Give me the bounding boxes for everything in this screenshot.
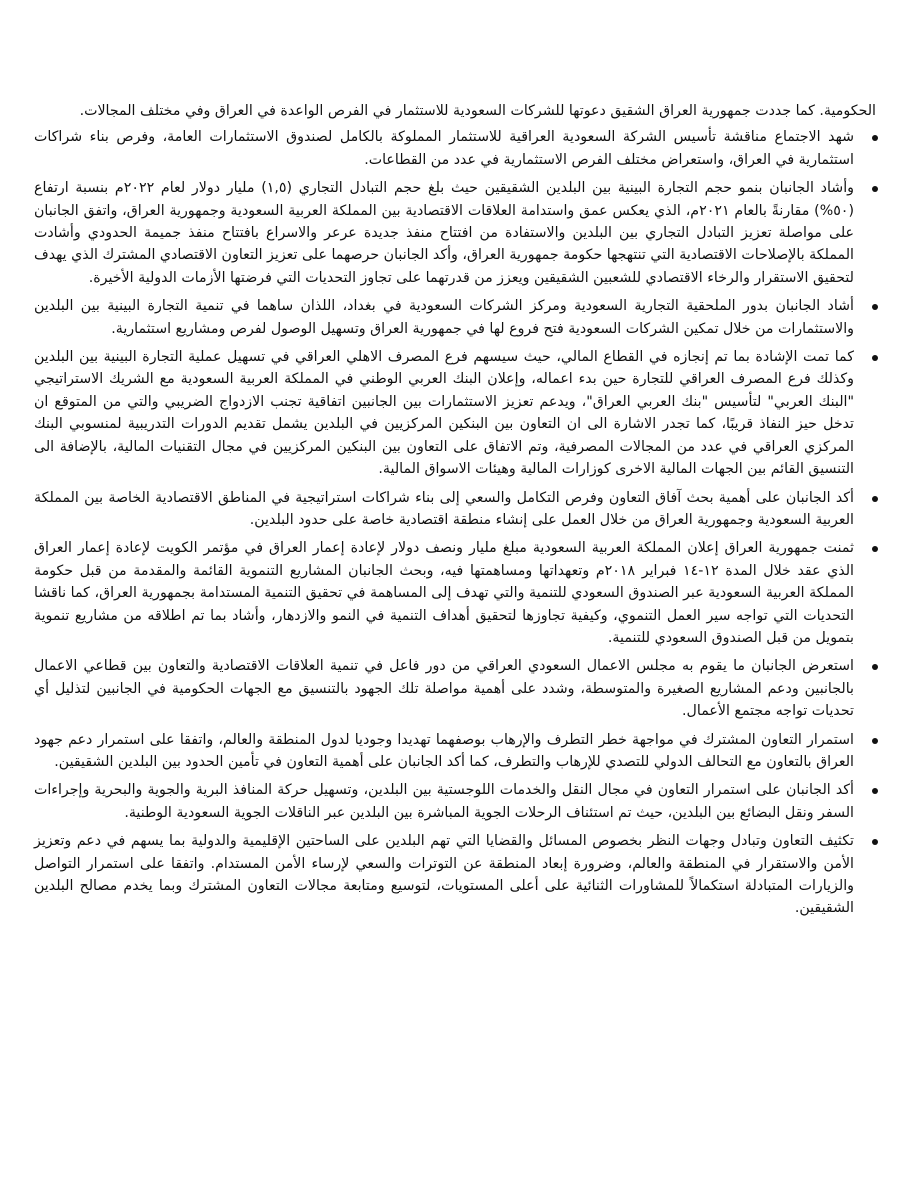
list-item [34,487,884,532]
bullet-icon [872,496,878,502]
bullet-text: أكد الجانبان على أهمية بحث آفاق التعاون وفرص التكامل والسعي إلى بناء شراكات استراتيجية في المناطق الاقتصادية الخاصة بين المملكة العربية السعودية وجمهورية العراق من خلال العمل على إنشاء منطقة اقتصادية خاصة على حدود البلدين. [34,489,854,528]
bullet-text: أشاد الجانبان بدور الملحقية التجارية السعودية ومركز الشركات السعودية في بغداد، اللذان ساهما في تنمية التجارة البينية بين البلدين والاستثمارات من خلال تمكين الشركات السعودية فتح فروع لها في جمهورية العراق وتسهيل الوصول لفرص ومشاريع استثمارية. [34,298,854,337]
bullet-text: استمرار التعاون المشترك في مواجهة خطر التطرف والإرهاب بوصفهما تهديدا وجوديا لدول المنطقة والعالم، واتفقا على استمرار دعم جهود العراق بالتعاون مع التحالف الدولي للتصدي للإرهاب والتطرف، كما أكد الجانبان على أهمية التعاون في تأمين الحدود بين البلدين الشقيقين. [34,731,854,770]
bullet-icon [872,788,878,794]
list-item [34,346,884,480]
bullet-text: وأشاد الجانبان بنمو حجم التجارة البينية بين البلدين الشقيقين حيث بلغ حجم التبادل التجاري (١,٥) مليار دولار لعام ٢٠٢٢م بنسبة ارتفاع (٥٠%) مقارنةً بالعام ٢٠٢١م، الذي يعكس عمق واستدامة العلاقات الاقتصادية بين المملكة العربية السعودية وجمهورية العراق، واتفق الجانبان على مواصلة تعزيز التبادل التجاري بين البلدين والاستفادة من افتتاح منفذ جديدة عرعر والاسراع بافتتاح منفذ جميمة الحدودي وأشادت المملكة بالإصلاحات الاقتصادية التي تنتهجها حكومة جمهورية العراق، وأكد الجانبان حرصهما على تعزيز التعاون الاقتصادي المشترك الذي يهدف لتحقيق الاستقرار والرخاء الاقتصادي للشعبين الشقيقين ويعزز من قدرتهما على تجاوز التحديات التي فرضتها الأزمات الدولية الأخيرة. [33,180,854,286]
bullet-icon [872,664,878,670]
list-item [34,126,884,171]
bullet-icon [872,355,878,361]
bullet-text: أكد الجانبان على استمرار التعاون في مجال النقل والخدمات اللوجستية بين البلدين، وتسهيل حركة المنافذ البرية والجوية والبحرية وإجراءات السفر ونقل البضائع بين البلدين، حيث تم استئناف الرحلات الجوية المباشرة بين البلدين عبر الناقلات الجوية السعودية الوطنية. [34,782,854,821]
intro-paragraph: الحكومية. كما جددت جمهورية العراق الشقيق دعوتها للشركات السعودية للاستثمار في الفرص الواعدة في العراق وفي مختلف المجالات. [79,103,876,119]
list-item [34,537,884,649]
bullet-icon [872,186,878,192]
bullet-text: استعرض الجانبان ما يقوم به مجلس الاعمال السعودي العراقي من دور فاعل في تنمية العلاقات الاقتصادية والتعاون بين قطاعي الاعمال بالجانبين ودعم المشاريع الصغيرة والمتوسطة، وشدد على أهمية مواصلة تلك الجهود بالتنسيق مع الجهات الحكومية في الجانبين لتذليل أي تحديات تواجه مجتمع الأعمال. [34,658,854,720]
bullet-list [34,126,884,919]
bullet-icon [872,738,878,744]
bullet-text: كما تمت الإشادة بما تم إنجازه في القطاع المالي، حيث سيسهم فرع المصرف الاهلي العراقي في تسهيل عملية التجارة البينية بين البلدين وكذلك فرع المصرف العراقي للتجارة حين بدء اعماله، وإعلان البنك العربي الوطني في المملكة العربية السعودية مع الشريك الاستراتيجي "البنك العربي" لتأسيس "بنك العربي العراق"، ويدعم تعزيز الاستثمارات بين الجانبين اتفاقية تجنب الازدواج الضريبي والتي من المتوقع ان تدخل حيز النفاذ قريبًا، كما تجدر الاشارة الى ان التعاون بين البنكين المركزيين في البلدين يشمل تقديم الدورات التدريبية لمنسوبي البنك المركزي العراقي في عدد من المجالات المصرفية، وتم الاتفاق على التعاون بين البنكين المركزيين في مجال التقنيات المالية، بالإضافة الى التنسيق القائم بين الجهات المالية الاخرى كوزارات المالية وهيئات الاسواق المالية. [34,349,854,478]
bullet-icon [872,135,878,141]
bullet-icon [872,839,878,845]
list-item [34,655,884,722]
bullet-text: ثمنت جمهورية العراق إعلان المملكة العربية السعودية مبلغ مليار ونصف دولار لإعادة إعمار العراق في مؤتمر الكويت لإعادة إعمار العراق الذي عقد خلال المدة ١٢-١٤ فبراير ٢٠١٨م وتعهداتها ومساهمتها فيه، وبحث الجانبان المشاريع التنموية القائمة والمقدمة من قبل حكومة المملكة العربية السعودية عبر الصندوق السعودي للتنمية والتي تهدف إلى المساهمة في تحقيق التنمية المستدامة بجمهورية العراق، كما ناقشا التحديات التي تواجه سير العمل التنموي، وكيفية تجاوزها لتحقيق أهداف التنمية في النمو والازدهار، وأشاد بما تم اطلاقه من مشاريع تنموية بتمويل من قبل الصندوق السعودي للتنمية. [34,540,854,646]
bullet-text: تكثيف التعاون وتبادل وجهات النظر بخصوص المسائل والقضايا التي تهم البلدين على الساحتين الإقليمية والدولية بما يسهم في دعم وتعزيز الأمن والاستقرار في المنطقة والعالم، وضرورة إبعاد المنطقة عن التوترات والسعي لإرساء الأمن المستدام. واتفقا على استمرار التواصل والزيارات المتبادلة استكمالاً للمشاورات الثنائية على أعلى المستويات، لتوسيع ومتابعة مجالات التعاون المشترك وبما يخدم مصالح البلدين الشقيقين. [34,833,854,917]
list-item [34,779,884,824]
bullet-icon [872,304,878,310]
list-item [34,830,884,920]
bullet-text: شهد الاجتماع مناقشة تأسيس الشركة السعودية العراقية للاستثمار المملوكة بالكامل لصندوق الاستثمارات العامة، وفرص بناء شراكات استثمارية في العراق، واستعراض مختلف الفرص الاستثمارية في عدد من القطاعات. [34,129,854,168]
list-item [34,729,884,774]
list-item [34,177,884,289]
document-page [34,100,884,926]
list-item [34,295,884,340]
bullet-icon [872,546,878,552]
